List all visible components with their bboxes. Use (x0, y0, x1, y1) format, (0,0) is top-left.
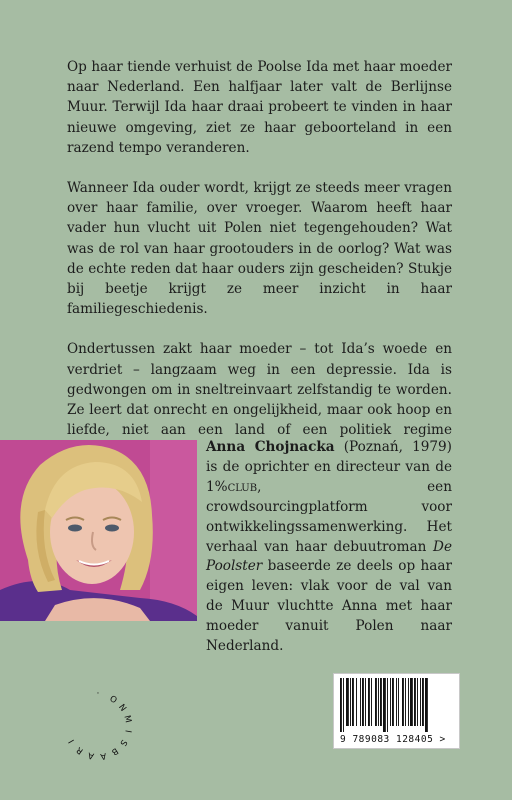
publisher-logo (58, 687, 138, 767)
barcode-bar (346, 678, 349, 726)
barcode-bar (417, 678, 418, 726)
barcode-bar (375, 678, 377, 726)
barcode-bar (414, 678, 416, 726)
publisher-logo-dot: · (96, 689, 100, 699)
barcode-bar (362, 678, 364, 726)
blurb-paragraph-1: Op haar tiende verhuist de Poolse Ida met haar moeder naar Nederland. Een halfjaar later valt de Berlijnse Muur. Terwijl Ida haar draai probeert te vinden in haar nieuwe omgeving, ziet ze haar geboorteland in een razend tempo veranderen. (67, 59, 452, 156)
blurb-paragraph-2: Wanneer Ida ouder wordt, krijgt ze steeds meer vragen over haar familie, over vroeger. Waarom heeft haar vader hun vlucht uit Polen niet tegengehouden? Wat was de rol van haar grootouders in de oorlog? Wat was de echte reden dat haar ouders zijn gescheiden? Stukje bij beetje krijgt ze meer inzicht in haar familiegeschiedenis. (67, 180, 452, 318)
barcode-bar (387, 678, 388, 732)
barcode-bar (410, 678, 413, 726)
author-name: Anna Chojnacka (206, 439, 335, 455)
barcode-bar (368, 678, 370, 726)
barcode-bar (422, 678, 424, 726)
bio-text-2: , een crowdsourcingplatform voor ontwikkelingssamenwerking. Het verhaal van haar debuutroman (206, 478, 452, 555)
publisher-logo-letter: A (99, 750, 107, 761)
publisher-logo-letter: M (121, 714, 133, 724)
barcode-bar (365, 678, 366, 726)
barcode-bar (340, 678, 342, 732)
barcode-bar (425, 678, 428, 732)
barcode-bar (352, 678, 354, 726)
publisher-logo-letter: O (107, 694, 119, 707)
barcode-bar (392, 678, 394, 726)
barcode-bar (371, 678, 372, 726)
publisher-logo-letter: N (116, 702, 128, 714)
publisher-logo-letter: R (74, 744, 86, 756)
barcode-bar (378, 678, 379, 726)
barcode-bar (390, 678, 391, 726)
isbn-number: 9 789083 128405 > (340, 734, 446, 745)
barcode-bars (334, 674, 459, 732)
publisher-logo-letter: S (117, 737, 129, 748)
back-cover-blurb (67, 57, 452, 481)
barcode-bar (343, 678, 344, 732)
author-portrait-illustration (0, 440, 197, 621)
barcode-bar (420, 678, 421, 726)
publisher-logo-letter: I (67, 737, 77, 745)
barcode-bar (405, 678, 406, 726)
barcode-bar (408, 678, 409, 726)
bio-club: 1%club (206, 478, 258, 495)
blurb-paragraph-3: Ondertussen zakt haar moeder – tot Ida’s woede en verdriet – langzaam weg in een depressie. Ida is gedwongen om in sneltreinvaart zelfstandig te worden. Ze leert dat onrecht en ongelijkheid, maar ook hoop en liefde, niet aan een land of een politiek regime (67, 341, 452, 439)
publisher-logo-letter: A (87, 749, 96, 761)
barcode-bar (380, 678, 382, 726)
barcode-bar (356, 678, 357, 726)
barcode-bar (402, 678, 404, 726)
bio-text-1: (Poznań, 1979) is de oprichter en directeur van de (206, 439, 452, 475)
author-photo (0, 440, 197, 621)
isbn-barcode (333, 673, 460, 749)
barcode-bar (360, 678, 361, 726)
book-title: De Poolster (206, 538, 452, 575)
barcode-bar (383, 678, 386, 732)
author-bio (206, 438, 452, 657)
barcode-bar (398, 678, 399, 726)
barcode-bar (396, 678, 397, 726)
publisher-logo-letter: B (109, 745, 120, 757)
barcode-bar (350, 678, 351, 726)
publisher-logo-letter: I (122, 729, 133, 734)
bio-text-3: baseerde ze deels op haar eigen leven: vlak voor de val van de Muur vluchtte Anna met haar moeder vanuit Polen naar Nederland. (206, 558, 452, 655)
